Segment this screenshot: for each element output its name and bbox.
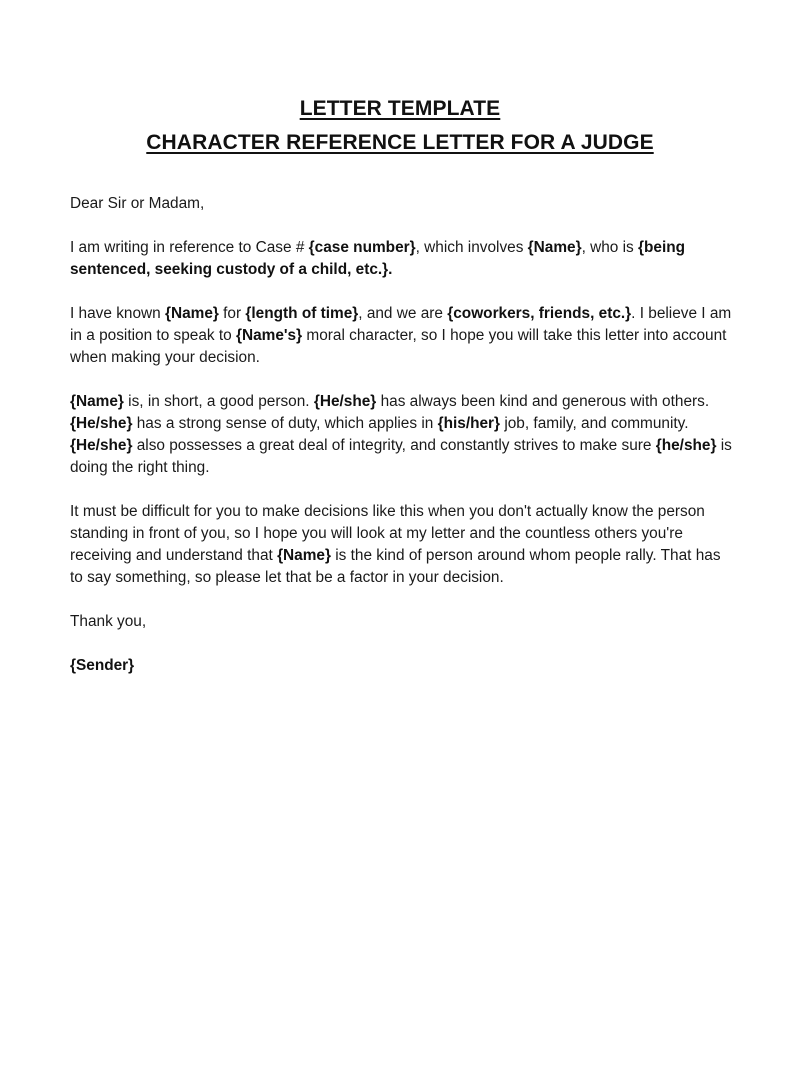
signature-placeholder (70, 655, 735, 677)
placeholder-pronoun: {He/she} (70, 437, 133, 454)
text-run: has a strong sense of duty, which applies in (132, 415, 438, 432)
closing: Thank you, (70, 613, 147, 630)
text-run: moral character, so I hope you will take this letter into account when making your decision. (70, 327, 727, 366)
paragraph-relationship (70, 303, 735, 369)
text-run: , and we are (358, 305, 448, 322)
placeholder-name: {Name} (164, 305, 219, 322)
text-run: It must be difficult for you to make decisions like this when you don't actually know the person standing in front of you, so I hope you will look at my letter and the countless others you're receiving and understand that (70, 503, 705, 564)
placeholder-situation: {being sentenced, seeking custody of a child, etc.} (70, 239, 686, 278)
placeholder-pronoun: {He/she} (70, 415, 133, 432)
text-run: job, family, and community. (500, 415, 689, 432)
placeholder-sender: {Sender} (70, 657, 135, 674)
paragraph-request (70, 501, 735, 589)
paragraph-character (70, 391, 735, 479)
text-run: is doing the right thing. (70, 437, 732, 476)
text-run: for (218, 305, 246, 322)
placeholder-name: {Name} (277, 547, 331, 564)
text-run: . I believe I am in a position to speak to (70, 305, 732, 344)
placeholder-relationship: {coworkers, friends, etc.} (447, 305, 632, 322)
letter-body (70, 193, 735, 699)
text-run-period: . (388, 261, 393, 278)
text-run: is, in short, a good person. (123, 393, 314, 410)
salutation: Dear Sir or Madam, (70, 195, 205, 212)
placeholder-length-of-time: {length of time} (245, 305, 359, 322)
placeholder-case-number: {case number} (308, 239, 416, 256)
document-subtitle: CHARACTER REFERENCE LETTER FOR A JUDGE (146, 131, 654, 154)
placeholder-name-possessive: {Name's} (235, 327, 303, 344)
text-run: , which involves (415, 239, 528, 256)
text-run: also possesses a great deal of integrity, and constantly strives to make sure (132, 437, 656, 454)
text-run: , who is (581, 239, 639, 256)
document-title: LETTER TEMPLATE (299, 97, 501, 120)
text-run: I am writing in reference to Case # (70, 239, 309, 256)
placeholder-pronoun: {he/she} (655, 437, 717, 454)
text-run: has always been kind and generous with others. (376, 393, 710, 410)
placeholder-name: {Name} (70, 393, 124, 410)
placeholder-possessive-pronoun: {his/her} (437, 415, 501, 432)
placeholder-pronoun: {He/she} (313, 393, 377, 410)
text-run: is the kind of person around whom people rally. That has to say something, so please let that be a factor in your decision. (70, 547, 721, 586)
paragraph-case-reference (70, 237, 735, 281)
placeholder-name: {Name} (527, 239, 582, 256)
text-run: I have known (70, 305, 165, 322)
